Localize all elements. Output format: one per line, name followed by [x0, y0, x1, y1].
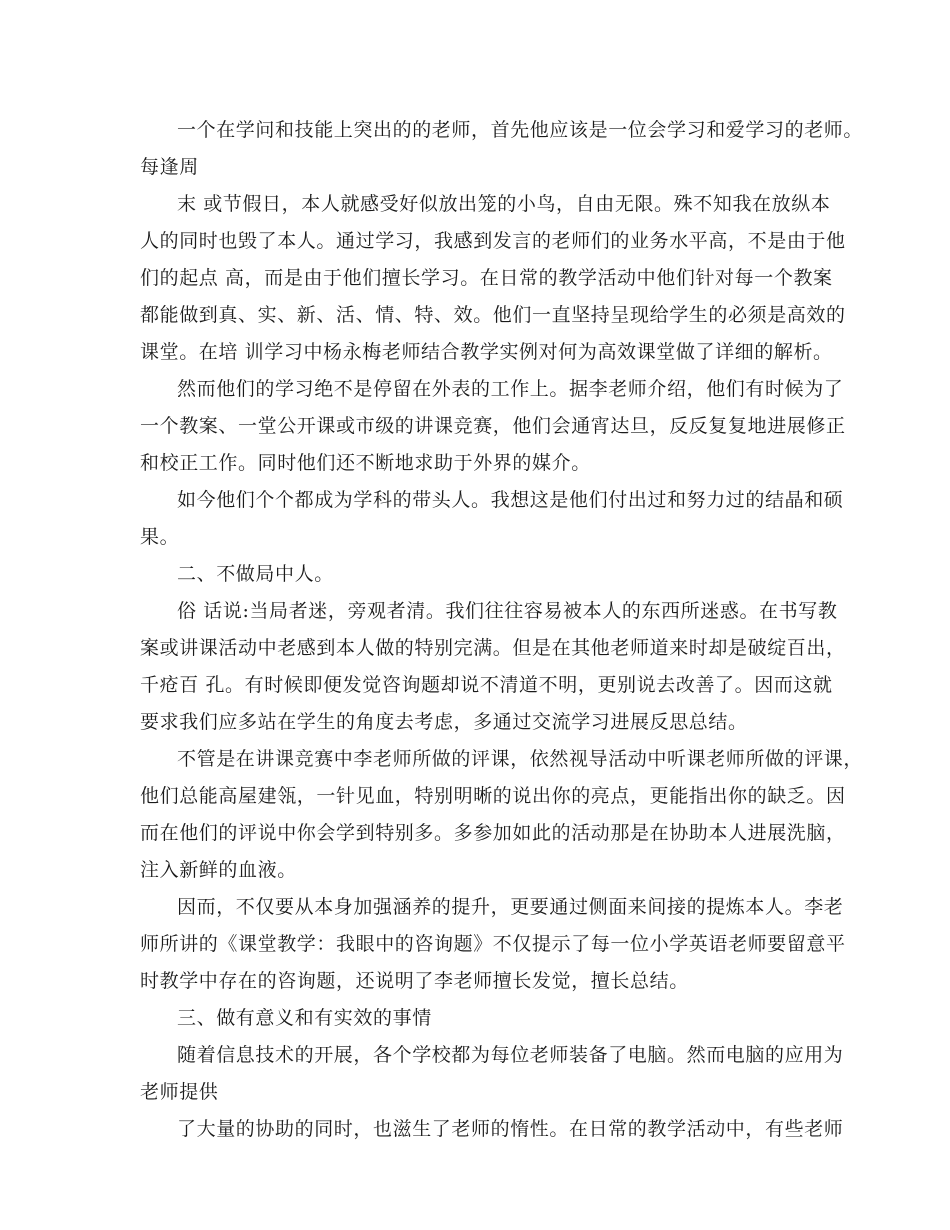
text-line: 要求我们应多站在学生的角度去考虑，多通过交流学习进展反思总结。 — [140, 711, 748, 733]
text-line: 然而他们的学习绝不是停留在外表的工作上。据李老师介绍，他们有时候为了 — [177, 378, 844, 400]
text-line: 们的起点 高，而是由于他们擅长学习。在日常的教学活动中他们针对每一个教案 — [140, 267, 833, 289]
text-line: 一个教案、一堂公开课或市级的讲课竞赛，他们会通宵达旦，反反复复地进展修正 — [140, 415, 846, 437]
section-heading: 三、做有意义和有实效的事情 — [177, 1007, 432, 1029]
text-line: 课堂。在培 训学习中杨永梅老师结合教学实例对何为高效课堂做了详细的解析。 — [140, 341, 833, 363]
text-line: 俗 话说:当局者迷，旁观者清。我们往往容易被本人的东西所迷惑。在书写教 — [177, 600, 838, 622]
text-line: 时教学中存在的咨询题，还说明了李老师擅长发觉，擅长总结。 — [140, 970, 689, 992]
text-line: 一个在学问和技能上突出的的老师，首先他应该是一位会学习和爱学习的老师。 — [177, 119, 864, 141]
text-line: 了大量的协助的同时，也滋生了老师的惰性。在日常的教学活动中，有些老师 — [177, 1118, 844, 1140]
text-line: 注入新鲜的血液。 — [140, 859, 297, 881]
text-line: 师所讲的《课堂教学：我眼中的咨询题》不仅提示了每一位小学英语老师要留意平 — [140, 933, 846, 955]
text-line: 老师提供 — [140, 1081, 219, 1103]
text-line: 每逢周 — [140, 156, 199, 178]
text-line: 千疮百 孔。有时候即便发觉咨询题却说不清道不明，更别说去改善了。因而这就 — [140, 674, 833, 696]
text-line: 而在他们的评说中你会学到特别多。多参加如此的活动那是在协助本人进展洗脑， — [140, 822, 846, 844]
text-line: 如今他们个个都成为学科的带头人。我想这是他们付出过和努力过的结晶和硕 — [177, 489, 844, 511]
text-line: 果。 — [140, 526, 180, 548]
text-line: 和校正工作。同时他们还不断地求助于外界的媒介。 — [140, 452, 591, 474]
text-line: 不管是在讲课竞赛中李老师所做的评课，依然视导活动中听课老师所做的评课， — [177, 748, 864, 770]
text-line: 人的同时也毁了本人。通过学习，我感到发言的老师们的业务水平高，不是由于他 — [140, 230, 846, 252]
text-line: 因而，不仅要从本身加强涵养的提升，更要通过侧面来间接的提炼本人。李老 — [177, 896, 844, 918]
text-line: 末 或节假日，本人就感受好似放出笼的小鸟，自由无限。殊不知我在放纵本 — [177, 193, 831, 215]
text-line: 案或讲课活动中老感到本人做的特别完满。但是在其他老师道来时却是破绽百出， — [140, 637, 846, 659]
text-line: 他们总能高屋建瓴，一针见血，特别明晰的说出你的亮点，更能指出你的缺乏。因 — [140, 785, 846, 807]
section-heading: 二、不做局中人。 — [177, 563, 334, 585]
text-line: 都能做到真、实、新、活、情、特、效。他们一直坚持呈现给学生的必须是高效的 — [140, 304, 846, 326]
text-line: 随着信息技术的开展，各个学校都为每位老师装备了电脑。然而电脑的应用为 — [177, 1044, 844, 1066]
